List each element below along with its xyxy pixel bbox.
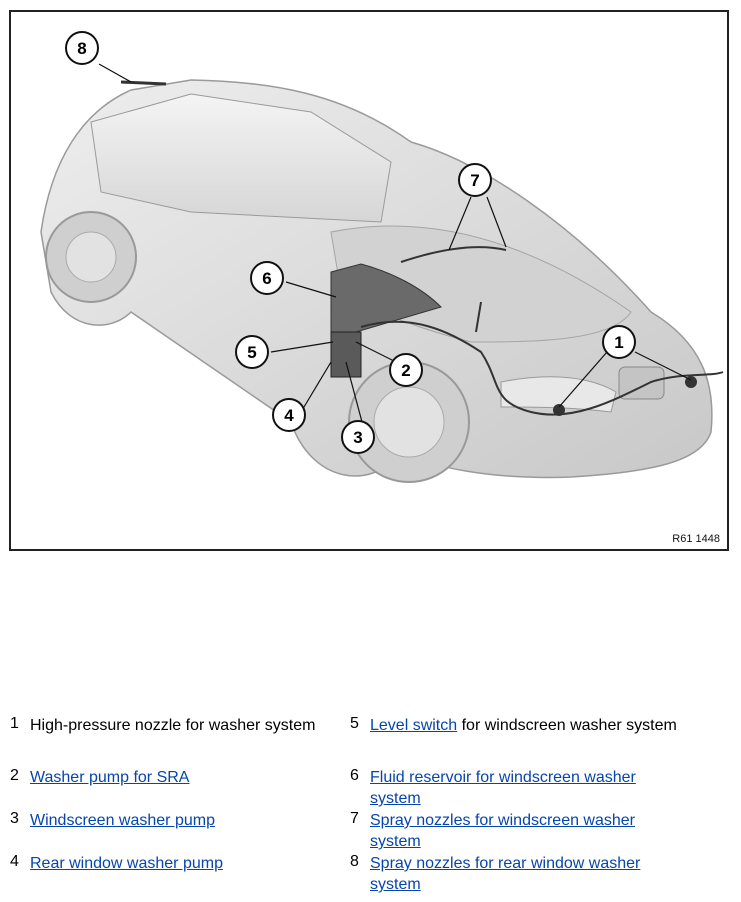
callout-2 xyxy=(390,354,422,386)
callout-7 xyxy=(459,164,491,196)
legend-link[interactable]: Spray nozzles for rear window washer system xyxy=(370,855,641,893)
legend-link[interactable]: Washer pump for SRA xyxy=(30,769,190,786)
legend-link[interactable]: Spray nozzles for windscreen washer system xyxy=(370,812,636,850)
callout-2-label: 2 xyxy=(401,361,411,380)
legend-number: 5 xyxy=(350,715,359,732)
legend-description: High-pressure nozzle for washer system xyxy=(30,717,316,734)
callout-4 xyxy=(273,399,305,431)
callout-7-label: 7 xyxy=(470,171,480,190)
pump-assembly xyxy=(331,332,361,377)
legend-number: 8 xyxy=(350,853,359,870)
figure-reference-code: R61 1448 xyxy=(672,533,720,545)
callout-6 xyxy=(251,262,283,294)
legend-description: for windscreen washer system xyxy=(457,717,677,734)
callout-5-label: 5 xyxy=(247,343,257,362)
legend-text xyxy=(30,853,350,874)
legend-number: 2 xyxy=(10,767,19,784)
diagram-figure xyxy=(9,10,729,551)
legend-link[interactable]: Level switch xyxy=(370,717,458,734)
car-illustration xyxy=(11,12,727,549)
legend-text xyxy=(370,810,690,852)
legend-number: 6 xyxy=(350,767,359,784)
callout-1-label: 1 xyxy=(614,333,624,352)
callout-6-label: 6 xyxy=(262,269,272,288)
legend-link[interactable]: Rear window washer pump xyxy=(30,855,223,872)
callout-8-label: 8 xyxy=(77,39,87,58)
legend-text xyxy=(370,715,690,736)
callout-5 xyxy=(236,336,268,368)
legend-text xyxy=(30,810,350,831)
legend-number: 3 xyxy=(10,810,19,827)
legend-number: 7 xyxy=(350,810,359,827)
callout-1 xyxy=(603,326,635,358)
legend-text xyxy=(30,767,350,788)
legend-text xyxy=(370,853,690,895)
legend-text xyxy=(30,715,350,736)
callout-3 xyxy=(342,421,374,453)
legend-text xyxy=(370,767,690,809)
legend-number: 4 xyxy=(10,853,19,870)
callout-4-label: 4 xyxy=(284,406,294,425)
legend-link[interactable]: Windscreen washer pump xyxy=(30,812,215,829)
legend-link[interactable]: Fluid reservoir for windscreen washer system xyxy=(370,769,636,807)
legend-number: 1 xyxy=(10,715,19,732)
callout-3-label: 3 xyxy=(353,428,363,447)
nozzle-left xyxy=(553,404,565,416)
callout-8 xyxy=(66,32,98,64)
